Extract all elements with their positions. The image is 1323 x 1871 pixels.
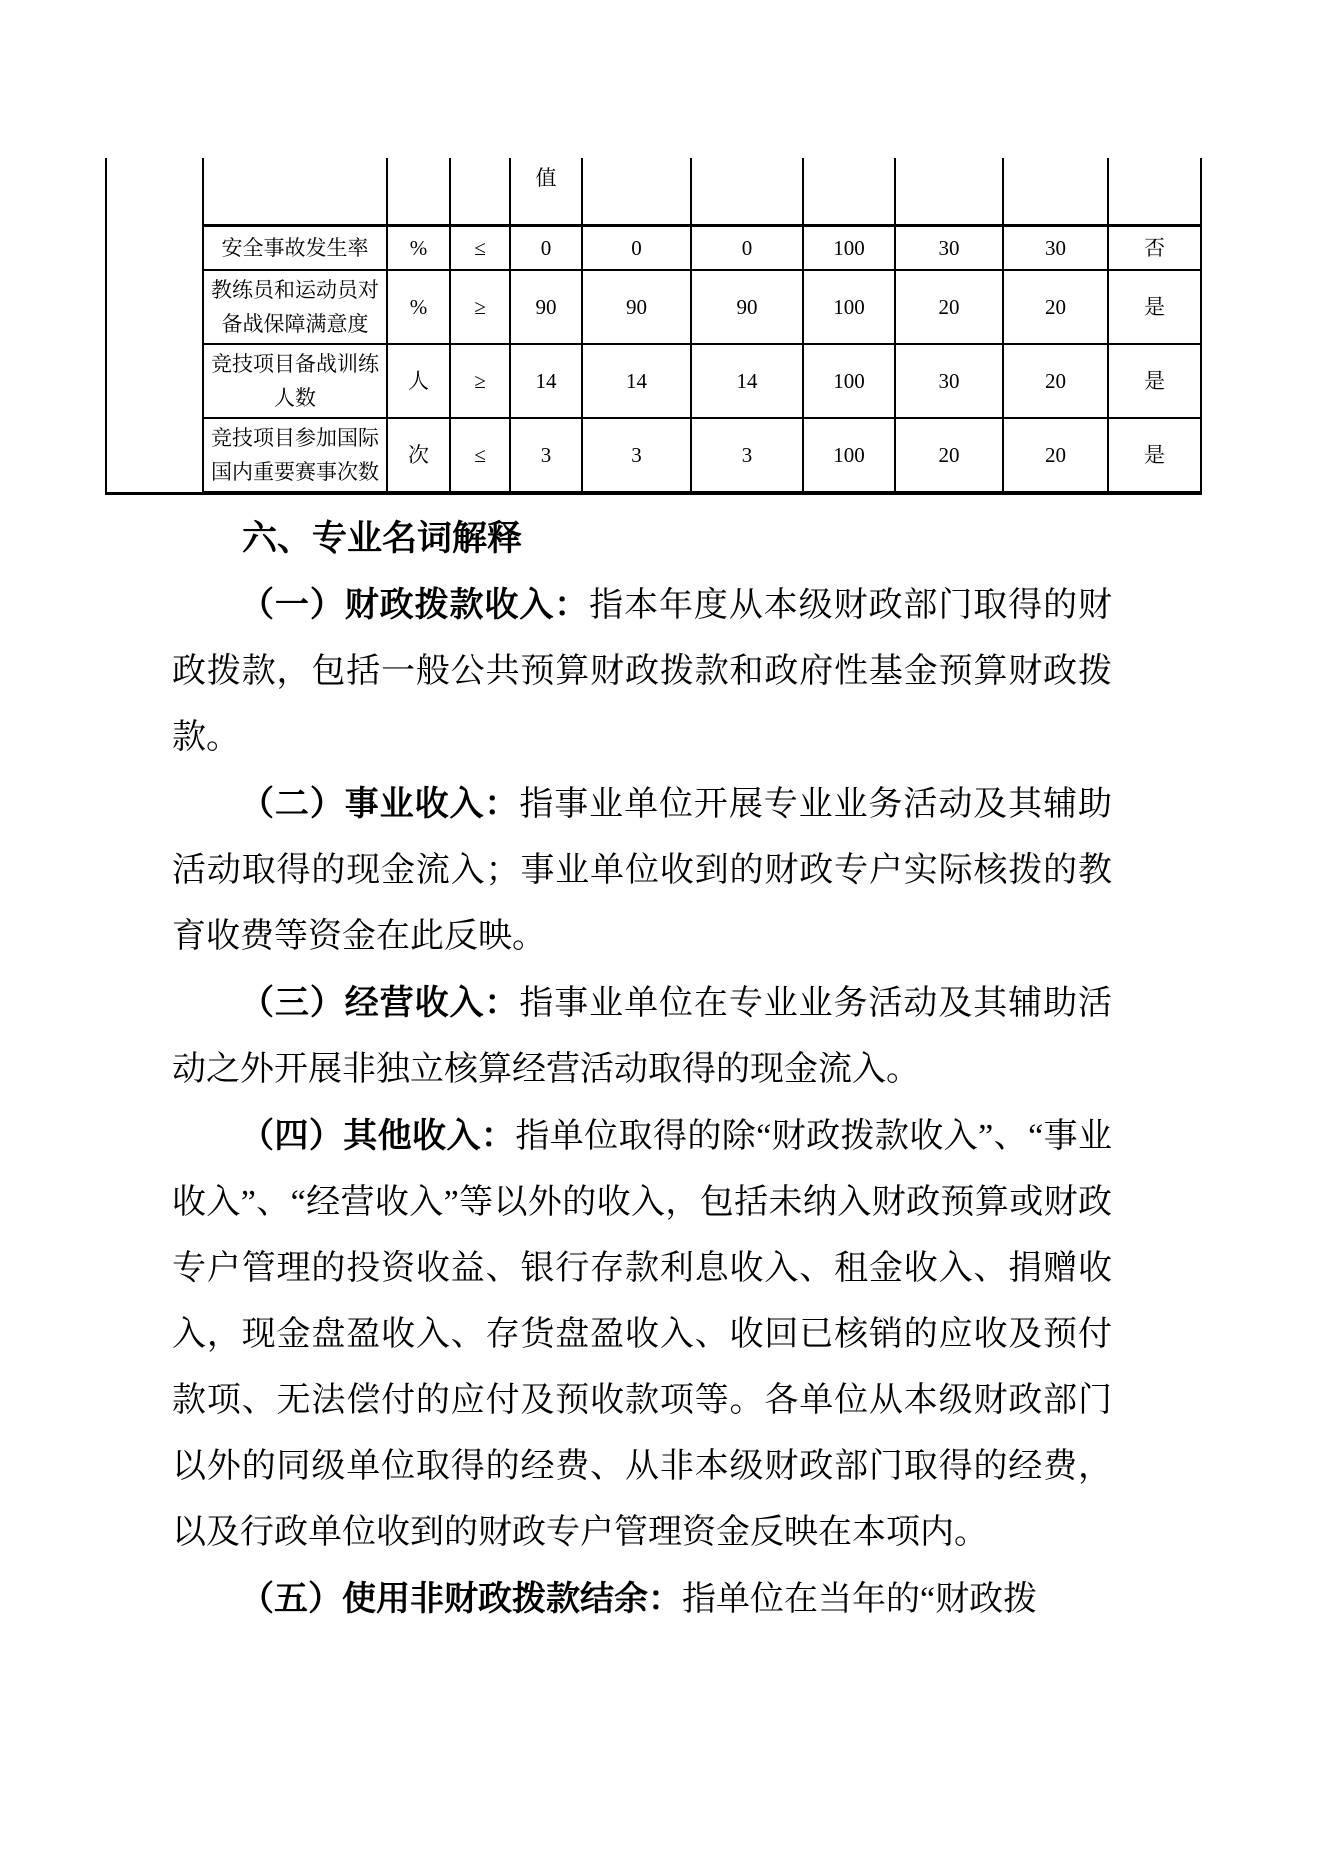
table-cell [1108,158,1201,226]
value-cell: 3 [582,418,691,493]
indicator-name-cell: 教练员和运动员对备战保障满意度 [203,270,387,344]
value-cell: 3 [691,418,803,493]
table-header-partial-row [106,158,1201,226]
value-cell: 30 [895,226,1003,271]
result-cell: 是 [1108,270,1201,344]
table-row [106,418,1201,493]
value-cell: 20 [895,270,1003,344]
value-cell: 20 [1003,270,1108,344]
term-paragraph [172,771,1112,970]
value-cell: 0 [510,226,582,271]
term-definition: 指单位取得的除“财政拨款收入”、“事业收入”、“经营收入”等以外的收入，包括未纳入财政预算或财政专户管理的投资收益、银行存款利息收入、租金收入、捐赠收入，现金盘盈收入、存货盘盈收入、收回已核销的应收及预付款项、无法偿付的应付及预收款项等。各单位从本级财政部门以外的同级单位取得的经费、从非本级财政部门取得的经费，以及行政单位收到的财政专户管理资金反映在本项内。 [172,1118,1113,1551]
result-cell: 是 [1108,418,1201,493]
term-name: （二）事业收入： [240,785,520,823]
term-definition: 指本年度从本级财政部门取得的财政拨款，包括一般公共预算财政拨款和政府性基金预算财政拨款。 [172,587,1113,756]
table-row [106,226,1201,271]
term-name: （三）经营收入： [240,984,520,1022]
comparator-cell: ≤ [450,226,510,271]
value-cell: 20 [1003,418,1108,493]
term-name: （一）财政拨款收入： [240,586,590,624]
value-cell: 100 [803,270,895,344]
table-row [106,344,1201,418]
comparator-cell: ≥ [450,270,510,344]
unit-cell: % [387,226,450,271]
unit-cell: % [387,270,450,344]
table-header-value-cell: 值 [510,158,582,226]
value-cell: 30 [895,344,1003,418]
table-cell [203,158,387,226]
term-paragraph [172,970,1112,1103]
term-name: （四）其他收入： [240,1117,516,1155]
performance-indicator-table [105,158,1202,495]
term-definition: 指事业单位开展专业业务活动及其辅助活动取得的现金流入；事业单位收到的财政专户实际核拨的教育收费等资金在此反映。 [172,786,1113,955]
section-heading: 六、专业名词解释 [242,519,523,558]
table-cell [582,158,691,226]
value-cell: 30 [1003,226,1108,271]
term-definition: 指事业单位在专业业务活动及其辅助活动之外开展非独立核算经营活动取得的现金流入。 [172,985,1113,1088]
value-cell: 0 [582,226,691,271]
value-cell: 20 [895,418,1003,493]
result-cell: 是 [1108,344,1201,418]
value-cell: 20 [1003,344,1108,418]
value-cell: 100 [803,226,895,271]
value-cell: 0 [691,226,803,271]
value-cell: 14 [510,344,582,418]
term-paragraph [172,1103,1112,1566]
indicator-name-cell: 竞技项目备战训练人数 [203,344,387,418]
term-definition: 指单位在当年的“财政拨 [682,1581,1038,1618]
value-cell: 90 [510,270,582,344]
table-cell [450,158,510,226]
indicator-name-cell: 竞技项目参加国际国内重要赛事次数 [203,418,387,493]
table-spacer-cell [106,158,203,493]
comparator-cell: ≥ [450,344,510,418]
comparator-cell: ≤ [450,418,510,493]
table-cell [691,158,803,226]
value-cell: 100 [803,344,895,418]
table-cell [387,158,450,226]
unit-cell: 人 [387,344,450,418]
value-cell: 100 [803,418,895,493]
term-paragraph [172,1566,1112,1633]
term-name: （五）使用非财政拨款结余： [240,1580,682,1618]
glossary-section [172,506,1112,1633]
unit-cell: 次 [387,418,450,493]
indicator-name-cell: 安全事故发生率 [203,226,387,271]
table-cell [895,158,1003,226]
table-cell [1003,158,1108,226]
value-cell: 14 [691,344,803,418]
value-cell: 14 [582,344,691,418]
result-cell: 否 [1108,226,1201,271]
value-cell: 90 [582,270,691,344]
value-cell: 90 [691,270,803,344]
value-cell: 3 [510,418,582,493]
table-cell [803,158,895,226]
table-row [106,270,1201,344]
term-paragraph [172,572,1112,771]
